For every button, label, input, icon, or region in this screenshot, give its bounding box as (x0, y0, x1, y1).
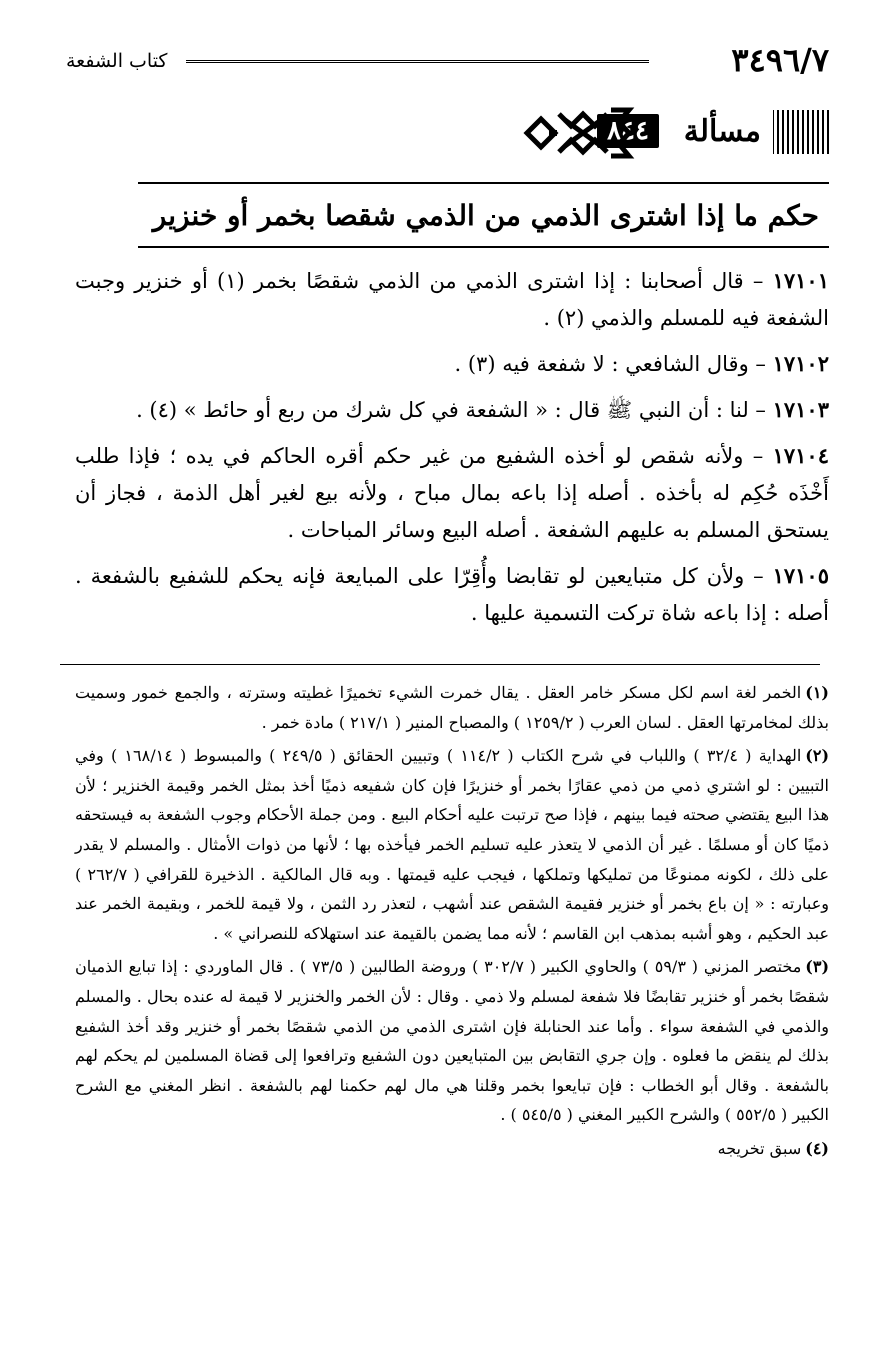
footnote-text: سبق تخريجه (717, 1138, 802, 1158)
paragraph-text: – لنا : أن النبي ﷺ قال : « الشفعة في كل شرك من ربع أو حائط » (٤) . (136, 398, 773, 422)
paragraph-number: ١٧١٠٢ (772, 351, 829, 376)
paragraph-number: ١٧١٠٥ (772, 563, 829, 588)
paragraph-number: ١٧١٠٤ (772, 443, 829, 468)
paragraph-text: – وقال الشافعي : لا شفعة فيه (٣) . (454, 352, 773, 376)
paragraph (75, 391, 829, 429)
barcode-ornament (773, 110, 829, 154)
footnote (75, 952, 829, 1130)
paragraph-text: – قال أصحابنا : إذا اشترى الذمي من الذمي شقصًا بخمر (١) أو خنزير وجبت الشفعة فيه للمسلم والذمي (٢) . (75, 269, 829, 330)
issue-label: مسألة (683, 114, 761, 149)
paragraph (75, 557, 829, 632)
paragraph-text: – ولأنه شقص لو أخذه الشفيع من غير حكم أقره الحاكم في يده ؛ فإذا طلب أَخْذَه حُكِم له بأخذه . أصله إذا باعه بمال مباح ، ولأنه بيع لغير أهل الذمة ، فجاز أن يستحق المسلم به عليهم الشفعة . أصله البيع وسائر المباحات . (75, 444, 829, 542)
main-text (75, 262, 829, 640)
paragraph-number: ١٧١٠١ (772, 268, 829, 293)
issue-title: حكم ما إذا اشترى الذمي من الذمي شقصا بخمر أو خنزير (152, 199, 819, 232)
book-title: كتاب الشفعة (66, 50, 168, 72)
footnote (75, 678, 829, 737)
footnotes-separator (60, 664, 820, 665)
title-rule-bottom (138, 246, 829, 248)
paragraph (75, 262, 829, 337)
issue-banner (529, 100, 829, 166)
paragraph-number: ١٧١٠٣ (772, 397, 829, 422)
header-rule (186, 60, 649, 67)
footnote-text: الخمر لغة اسم لكل مسكر خامر العقل . يقال خمرت الشيء تخميرًا غطيته وسترته ، والجمع خمور وسميت بذلك لمخامرتها العقل . لسان العرب ( ١٢٥٩/٢ ) والمصباح المنير ( ٢١٧/١ ) مادة خمر . (75, 683, 829, 732)
running-header (66, 38, 829, 82)
paragraph-text: – ولأن كل متبايعين لو تقابضا وأُقِرّا على المبايعة فإنه يحكم للشفيع بالشفعة . أصله : إذا باعه شاة تركت التسمية عليها . (75, 564, 829, 625)
footnote-number: (٣) (805, 957, 830, 977)
footnote-number: (١) (805, 683, 829, 702)
issue-number: ٨٤٤ (597, 114, 659, 148)
footnote-text: مختصر المزني ( ٥٩/٣ ) والحاوي الكبير ( ٣٠٢/٧ ) وروضة الطالبين ( ٧٣/٥ ) . قال الماوردي : إذا تبايع الذميان شقصًا بخمر أو خنزير تقابضًا فلا شفعة لمسلم ولا ذمي . وقال : لأن الخمر والخنزير لا قيمة له عنده بحال . والمسلم والذمي في الشفعة سواء . وأما عند الحنابلة فإن اشترى الذمي من الذمي شقصًا بخمر أو خنزير وقد أخذ الشفيع بذلك لم ينقض ما فعلوه . وإن جري التقابض بين المتبايعين دون الشفيع وترافعوا إلى قضاة المسلمين لم يحكم لهم بالشفعة . وقال أبو الخطاب : فإن تبايعوا بخمر وقلنا هي مال لهم حكمنا لهم بالشفعة . انظر المغني مع الشرح الكبير ( ٥٥٢/٥ ) والشرح الكبير المغني ( ٥٤٥/٥ ) . (75, 957, 830, 1125)
footnote-number: (٤) (805, 1138, 829, 1158)
footnotes (75, 678, 829, 1168)
page-reference: ٣٤٩٦/٧ (731, 41, 829, 79)
footnote-number: (٢) (805, 746, 830, 766)
knot-ornament-icon (519, 100, 639, 166)
title-rule-top (138, 182, 829, 184)
paragraph (75, 345, 829, 383)
footnote-text: الهداية ( ٣٢/٤ ) واللباب في شرح الكتاب ( ١١٤/٢ ) وتبيين الحقائق ( ٢٤٩/٥ ) والمبسوط ( ١٦٨/١٤ ) وفي التبيين : لو اشتري ذمي من ذمي عقارًا بخمر أو خنزيرًا فإن كان شفيعه ذميًا أخذ بمثل الخمر وقيمة الخنزير ؛ لأن هذا البيع يقتضي صحته فيما بينهم ، فإذا صح ترتبت عليه أحكام البيع . ومن جملة الأحكام وجوب الشفعة به فيستحقه ذميًا كان أو مسلمًا . غير أن الذمي لا يتعذر عليه تسليم الخمر فيأخذه بها ؛ لأنها من ذوات الأمثال . والمسلم لا يقدر على ذلك ، لكونه ممنوعًا من تمليكها وتملكها ، فيجب عليه قيمتها . وبه قال المالكية . الذخيرة للقرافي ( ٢٦٢/٧ ) وعبارته : « إن باع بخمر أو خنزير فقيمة الشقص عند أشهب ، لتعذر رد الثمن ، ولا قيمة للخمر ، وبقيمة الخمر عند عبد الحكيم ، وهو أشبه بمذهب ابن القاسم ؛ لأنه مما يضمن بالقيمة عند استهلاكه للنصراني » . (75, 746, 830, 943)
paragraph (75, 437, 829, 549)
footnote (75, 741, 829, 948)
footnote (75, 1134, 829, 1164)
